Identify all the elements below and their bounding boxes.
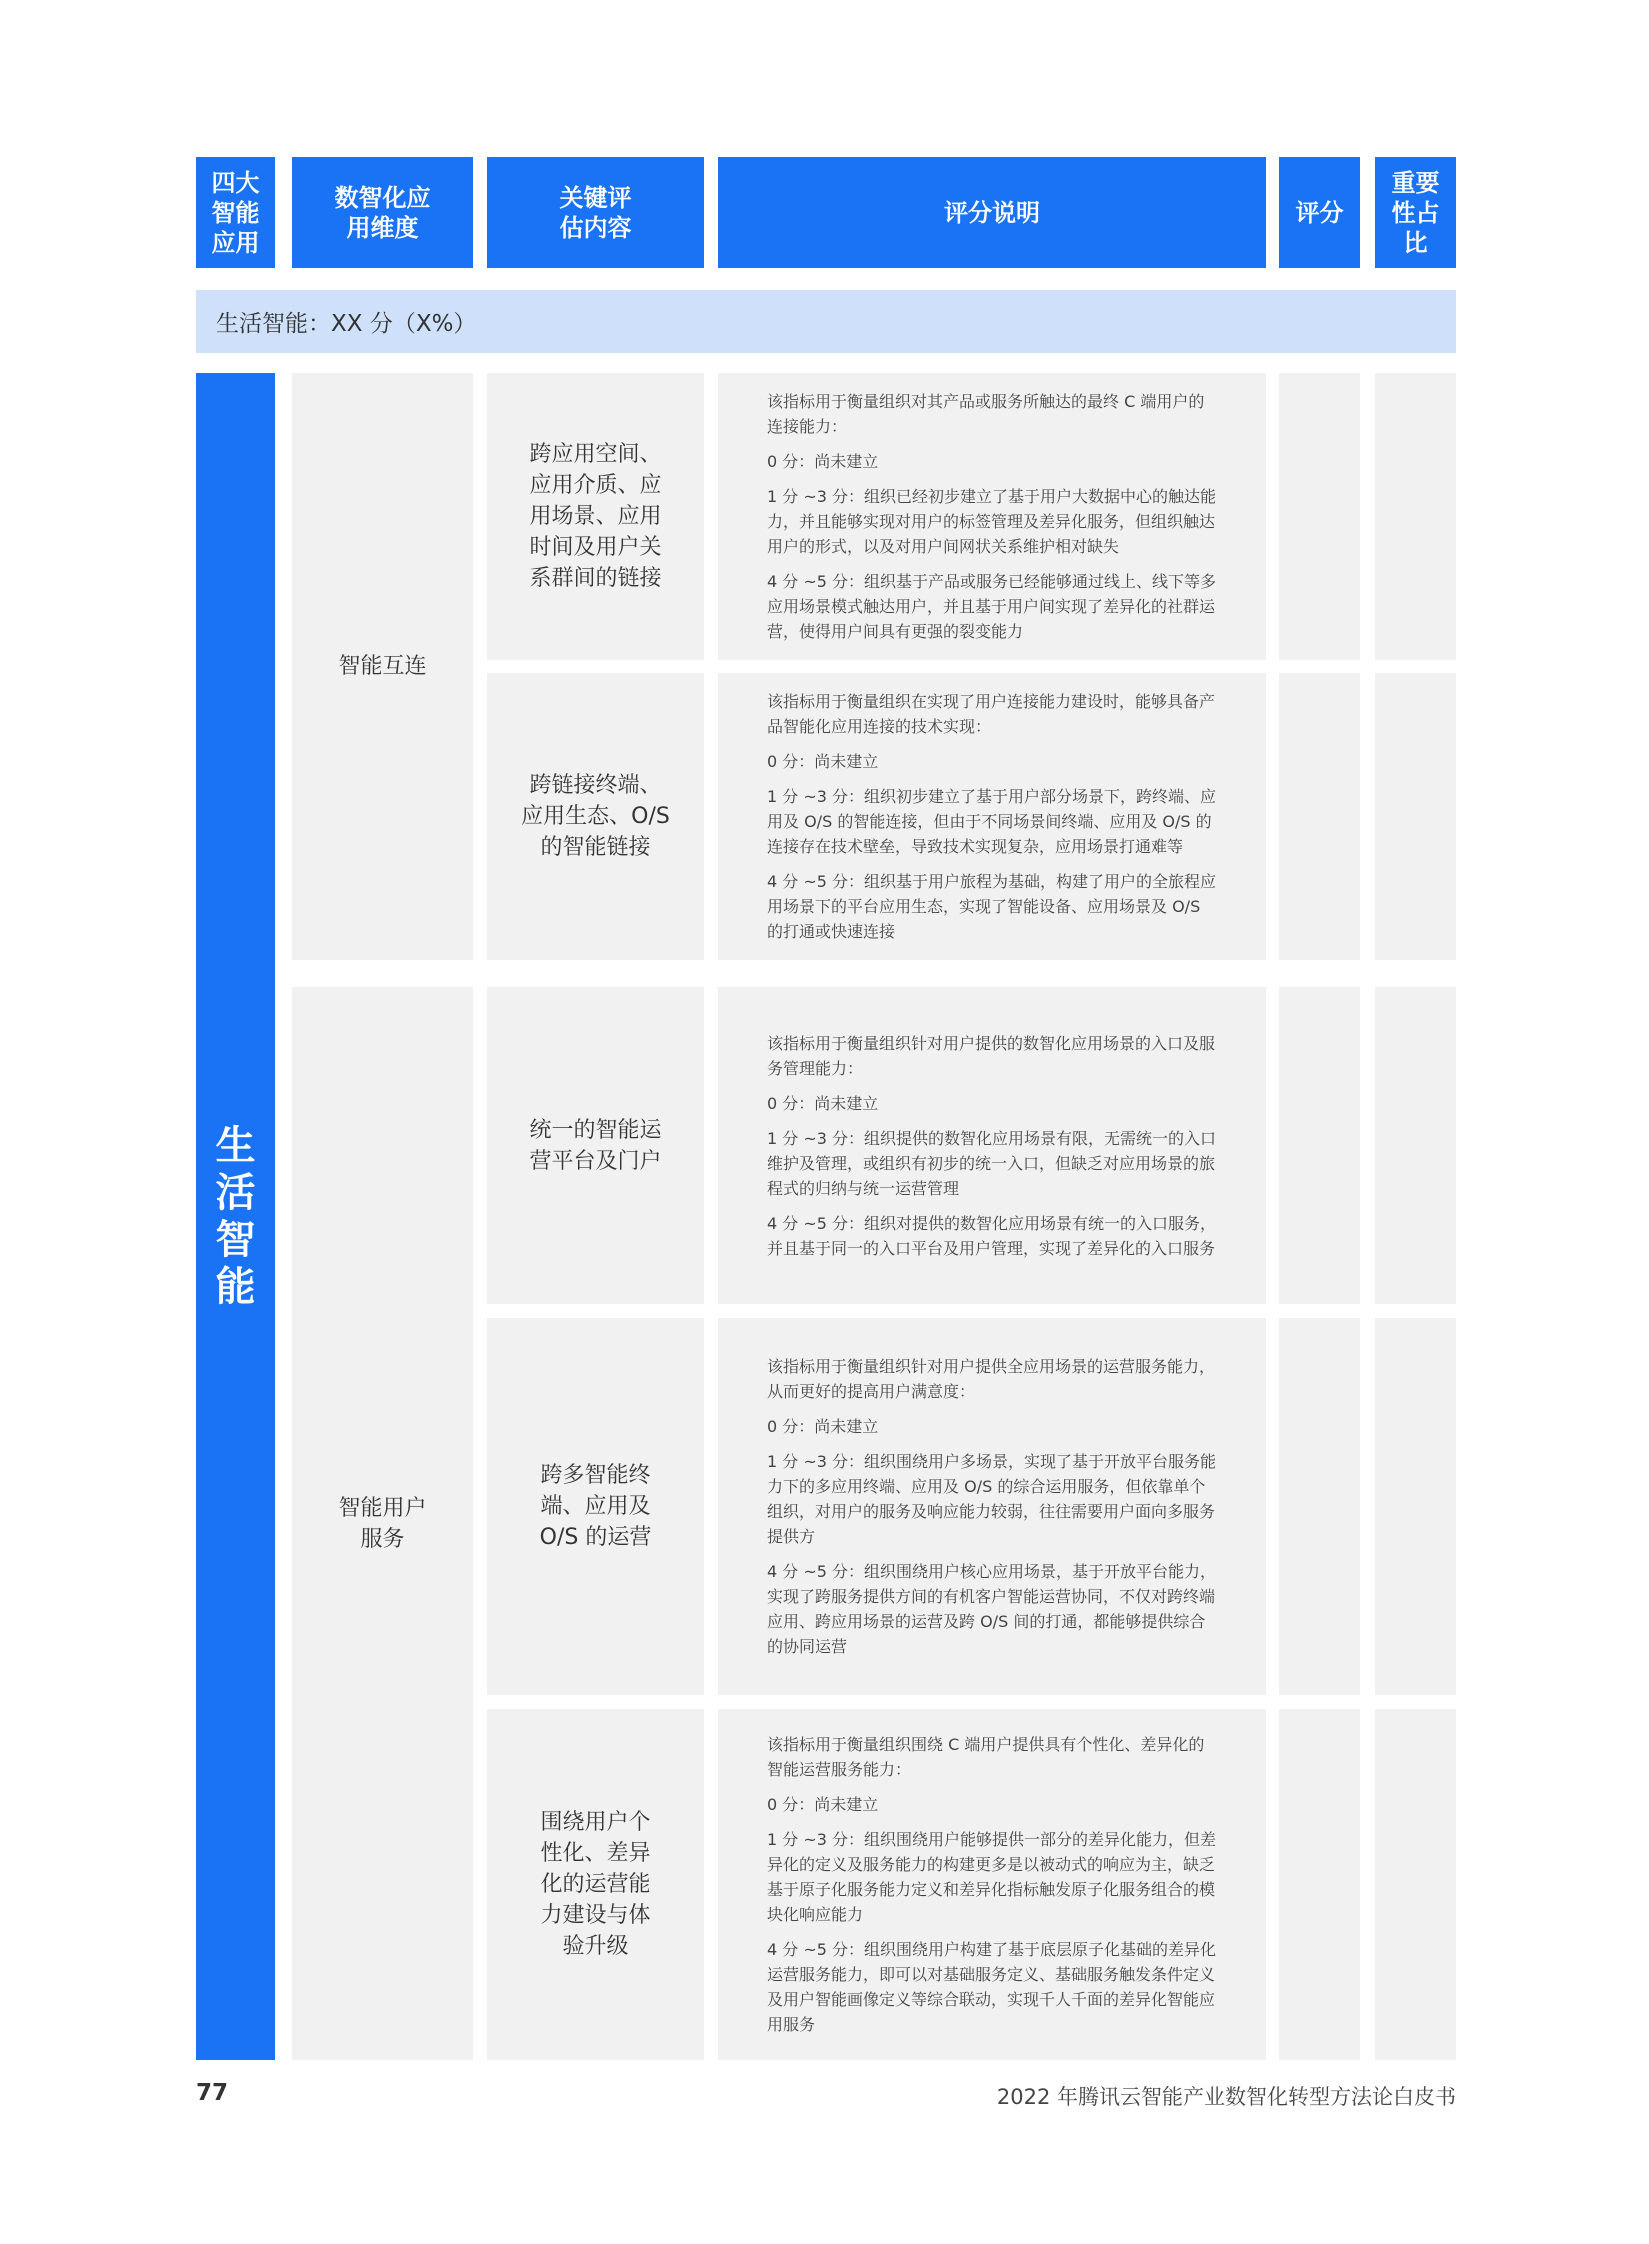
score-cell xyxy=(1279,1318,1360,1695)
header-col-description xyxy=(718,157,1266,268)
key-content-cell xyxy=(487,673,704,960)
description-level-4-5: 4 分 ~5 分：组织基于产品或服务已经能够通过线上、线下等多应用场景模式触达用户，并且基于用户间实现了差异化的社群运营，使得用户间具有更强的裂变能力 xyxy=(767,572,1217,641)
description-level-4-5: 4 分 ~5 分：组织围绕用户构建了基于底层原子化基础的差异化运营服务能力，即可以对基础服务定义、基础服务触发条件定义及用户智能画像定义等综合联动，实现千人千面的差异化智能应用服务 xyxy=(767,1940,1217,2034)
weight-cell xyxy=(1375,1709,1456,2060)
description-level-1-3: 1 分 ~3 分：组织围绕用户多场景，实现了基于开放平台服务能力下的多应用终端、应用及 O/S 的综合运用服务，但依靠单个组织，对用户的服务及响应能力较弱，往往需要用户面向多服务提供方 xyxy=(767,1452,1217,1546)
header-col-weight-label: 重要性占比 xyxy=(1391,168,1440,257)
description-level-4-5: 4 分 ~5 分：组织围绕用户核心应用场景，基于开放平台能力，实现了跨服务提供方间的有机客户智能运营协同，不仅对跨终端应用、跨应用场景的运营及跨 O/S 间的打通，都能够提供综合的协同运营 xyxy=(767,1562,1217,1656)
description-level-4-5: 4 分 ~5 分：组织基于用户旅程为基础，构建了用户的全旅程应用场景下的平台应用生态，实现了智能设备、应用场景及 O/S 的打通或快速连接 xyxy=(767,872,1217,941)
side-label-block xyxy=(196,373,275,2060)
scoring-description-cell xyxy=(718,1318,1266,1695)
header-col-key-content xyxy=(487,157,704,268)
key-content-text: 跨应用空间、应用介质、应用场景、应用时间及用户关系群间的链接 xyxy=(529,442,662,591)
header-col-dimension xyxy=(292,157,473,268)
key-content-text: 统一的智能运营平台及门户 xyxy=(529,1117,662,1174)
key-content-cell xyxy=(487,373,704,660)
description-level-0: 0 分：尚未建立 xyxy=(767,752,879,771)
section-band xyxy=(196,290,1456,353)
header-col-key-content-label: 关键评估内容 xyxy=(559,183,632,242)
dimension-label: 智能用户服务 xyxy=(338,1495,427,1552)
description-level-0: 0 分：尚未建立 xyxy=(767,1795,879,1814)
score-cell xyxy=(1279,373,1360,660)
scoring-description-cell xyxy=(718,987,1266,1304)
description-intro: 该指标用于衡量组织针对用户提供的数智化应用场景的入口及服务管理能力： xyxy=(767,1033,1216,1078)
scoring-description-cell xyxy=(718,373,1266,660)
key-content-cell xyxy=(487,1318,704,1695)
header-col-applications xyxy=(196,157,275,268)
key-content-cell xyxy=(487,1709,704,2060)
dimension-cell xyxy=(292,987,473,2060)
description-intro: 该指标用于衡量组织在实现了用户连接能力建设时，能够具备产品智能化应用连接的技术实现： xyxy=(767,692,1216,736)
description-level-4-5: 4 分 ~5 分：组织对提供的数智化应用场景有统一的入口服务，并且基于同一的入口平台及用户管理，实现了差异化的入口服务 xyxy=(767,1213,1217,1258)
side-label: 生活智能 xyxy=(215,1122,256,1310)
scoring-description-cell xyxy=(718,673,1266,960)
key-content-cell xyxy=(487,987,704,1304)
page-number: 77 xyxy=(196,2080,229,2106)
description-level-0: 0 分：尚未建立 xyxy=(767,1417,879,1436)
key-content-text: 围绕用户个性化、差异化的运营能力建设与体验升级 xyxy=(540,1810,651,1959)
description-level-0: 0 分：尚未建立 xyxy=(767,452,879,471)
description-intro: 该指标用于衡量组织对其产品或服务所触达的最终 C 端用户的连接能力： xyxy=(767,392,1205,436)
header-col-applications-label: 四大智能应用 xyxy=(211,168,260,257)
weight-cell xyxy=(1375,373,1456,660)
weight-cell xyxy=(1375,1318,1456,1695)
description-level-1-3: 1 分 ~3 分：组织提供的数智化应用场景有限，无需统一的入口维护及管理，或组织有初步的统一入口，但缺乏对应用场景的旅程式的归纳与统一运营管理 xyxy=(767,1128,1217,1198)
description-level-1-3: 1 分 ~3 分：组织已经初步建立了基于用户大数据中心的触达能力，并且能够实现对用户的标签管理及差异化服务，但组织触达用户的形式，以及对用户间网状关系维护相对缺失 xyxy=(767,487,1217,556)
header-col-score xyxy=(1279,157,1360,268)
section-label: 生活智能：XX 分（X%） xyxy=(216,311,477,337)
weight-cell xyxy=(1375,673,1456,960)
header-col-score-label: 评分 xyxy=(1295,198,1344,227)
description-level-1-3: 1 分 ~3 分：组织初步建立了基于用户部分场景下，跨终端、应用及 O/S 的智能连接，但由于不同场景间终端、应用及 O/S 的连接存在技术壁垒，导致技术实现复杂，应用场景打通难等 xyxy=(767,787,1217,856)
header-col-dimension-label: 数智化应用维度 xyxy=(334,183,431,242)
score-cell xyxy=(1279,987,1360,1304)
description-intro: 该指标用于衡量组织针对用户提供全应用场景的运营服务能力，从而更好的提高用户满意度： xyxy=(767,1357,1216,1401)
header-col-description-label: 评分说明 xyxy=(944,198,1040,227)
weight-cell xyxy=(1375,987,1456,1304)
dimension-cell xyxy=(292,373,473,960)
score-cell xyxy=(1279,1709,1360,2060)
description-level-0: 0 分：尚未建立 xyxy=(767,1093,879,1113)
header-col-weight xyxy=(1375,157,1456,268)
scoring-description-cell xyxy=(718,1709,1266,2060)
description-intro: 该指标用于衡量组织围绕 C 端用户提供具有个性化、差异化的智能运营服务能力： xyxy=(767,1735,1205,1779)
description-level-1-3: 1 分 ~3 分：组织围绕用户能够提供一部分的差异化能力，但差异化的定义及服务能力的构建更多是以被动式的响应为主，缺乏基于原子化服务能力定义和差异化指标触发原子化服务组合的模块化响应能力 xyxy=(767,1830,1217,1924)
score-cell xyxy=(1279,673,1360,960)
key-content-text: 跨多智能终端、应用及 O/S 的运营 xyxy=(539,1463,652,1550)
document-title: 2022 年腾讯云智能产业数智化转型方法论白皮书 xyxy=(996,2085,1456,2109)
dimension-label: 智能互连 xyxy=(338,654,427,679)
key-content-text: 跨链接终端、应用生态、O/S 的智能链接 xyxy=(521,773,670,860)
